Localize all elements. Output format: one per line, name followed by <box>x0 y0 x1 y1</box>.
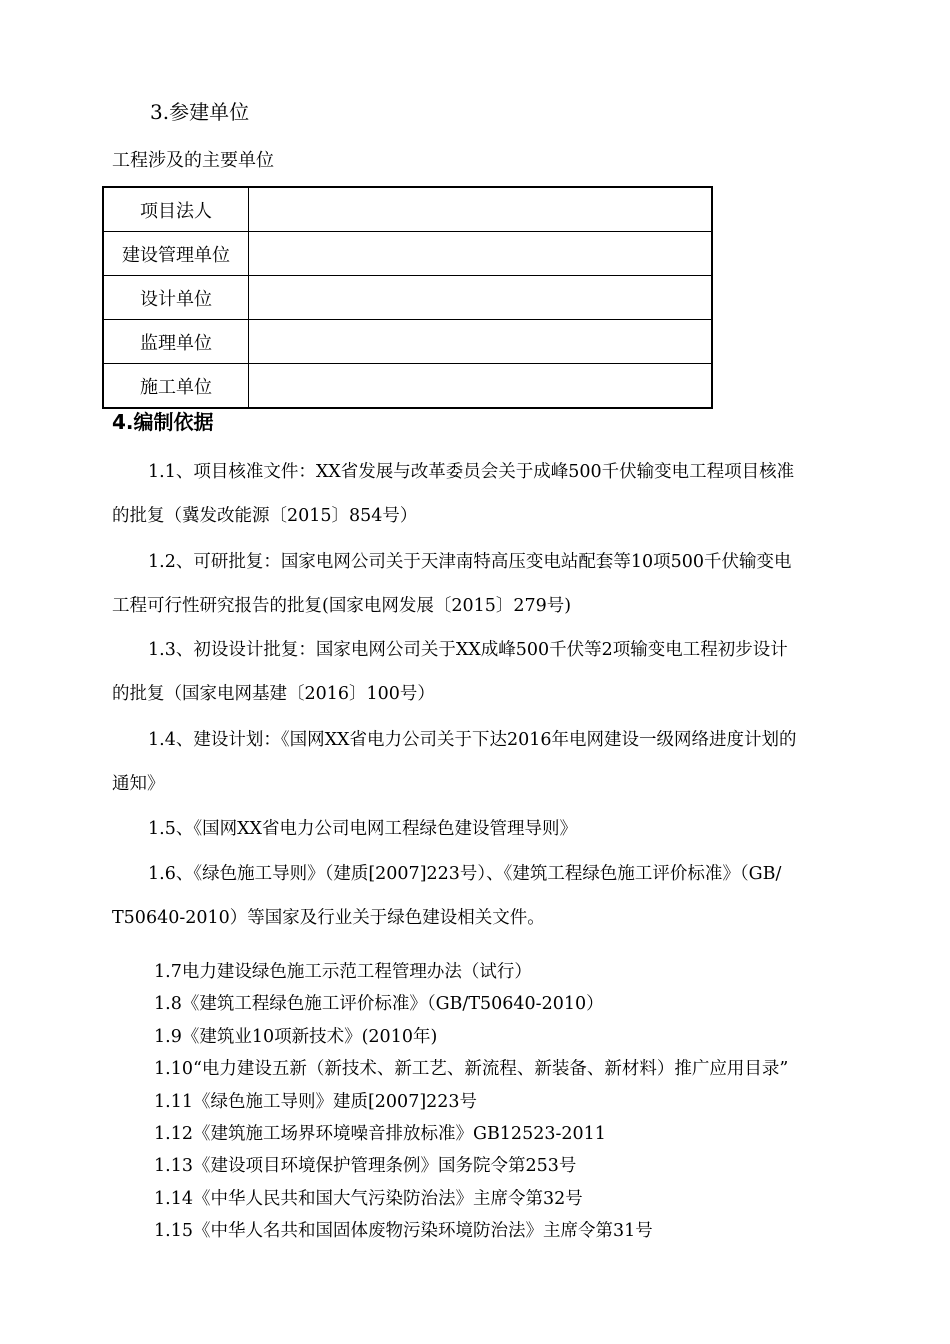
list-item: 1.9《建筑业10项新技术》(2010年) <box>154 1026 438 1047</box>
section-3-intro: 工程涉及的主要单位 <box>112 150 274 171</box>
reference-list <box>154 956 788 1248</box>
table-row <box>103 232 712 276</box>
table-cell-value <box>249 187 713 232</box>
list-item: 1.11《绿色施工导则》建质[2007]223号 <box>154 1091 478 1112</box>
table-cell-label: 建设管理单位 <box>103 232 249 276</box>
list-item: 1.13《建设项目环境保护管理条例》国务院令第253号 <box>154 1156 577 1177</box>
list-item: 1.8《建筑工程绿色施工评价标准》（GB/T50640-2010） <box>154 994 604 1015</box>
list-item: 1.7电力建设绿色施工示范工程管理办法（试行） <box>154 962 532 982</box>
section-4-heading: 4.编制依据 <box>112 410 214 434</box>
table-row <box>103 276 712 320</box>
paragraph-line: 工程可行性研究报告的批复(国家电网发展〔2015〕279号) <box>112 596 572 616</box>
paragraph-line: 1.5、《国网XX省电力公司电网工程绿色建设管理导则》 <box>148 819 577 839</box>
list-item: 1.15《中华人名共和国固体废物污染环境防治法》主席令第31号 <box>154 1221 653 1242</box>
paragraph-line: 的批复（冀发改能源〔2015〕854号） <box>112 506 418 526</box>
basis-paragraph <box>112 540 842 628</box>
table-row <box>103 187 712 232</box>
table-cell-value <box>249 276 713 320</box>
table-cell-value <box>249 364 713 409</box>
table-row <box>103 320 712 364</box>
paragraph-line: 通知》 <box>112 774 165 794</box>
paragraph-line: 的批复（国家电网基建〔2016〕100号） <box>112 684 435 704</box>
basis-paragraph <box>112 628 842 716</box>
paragraph-line: 1.4、建设计划：《国网XX省电力公司关于下达2016年电网建设一级网络进度计划的 <box>148 730 797 750</box>
basis-paragraph <box>112 852 842 940</box>
paragraph-line: T50640-2010）等国家及行业关于绿色建设相关文件。 <box>112 908 545 928</box>
table-cell-label: 设计单位 <box>103 276 249 320</box>
table-cell-value <box>249 232 713 276</box>
paragraph-line: 1.1、项目核准文件：XX省发展与改革委员会关于成峰500千伏输变电工程项目核准 <box>148 462 795 482</box>
basis-paragraph <box>112 807 842 851</box>
table-cell-label: 监理单位 <box>103 320 249 364</box>
paragraph-line: 1.3、初设设计批复：国家电网公司关于XX成峰500千伏等2项输变电工程初步设计 <box>148 640 788 660</box>
section-3-heading: 3.参建单位 <box>150 100 250 124</box>
paragraph-line: 1.6、《绿色施工导则》（建质[2007]223号）、《建筑工程绿色施工评价标准》（GB/ <box>148 864 782 884</box>
table-cell-label: 施工单位 <box>103 364 249 409</box>
table-row <box>103 364 712 409</box>
list-item: 1.12《建筑施工场界环境噪音排放标准》GB12523-2011 <box>154 1123 606 1144</box>
basis-paragraph <box>112 450 842 538</box>
basis-paragraph <box>112 718 842 806</box>
paragraph-line: 1.2、可研批复：国家电网公司关于天津南特高压变电站配套等10项500千伏输变电 <box>148 552 792 572</box>
table-cell-value <box>249 320 713 364</box>
list-item: 1.14《中华人民共和国大气污染防治法》主席令第32号 <box>154 1188 583 1209</box>
table-cell-label: 项目法人 <box>103 187 249 232</box>
list-item: 1.10“电力建设五新（新技术、新工艺、新流程、新装备、新材料）推广应用目录” <box>154 1059 789 1080</box>
participating-units-table <box>102 186 713 409</box>
